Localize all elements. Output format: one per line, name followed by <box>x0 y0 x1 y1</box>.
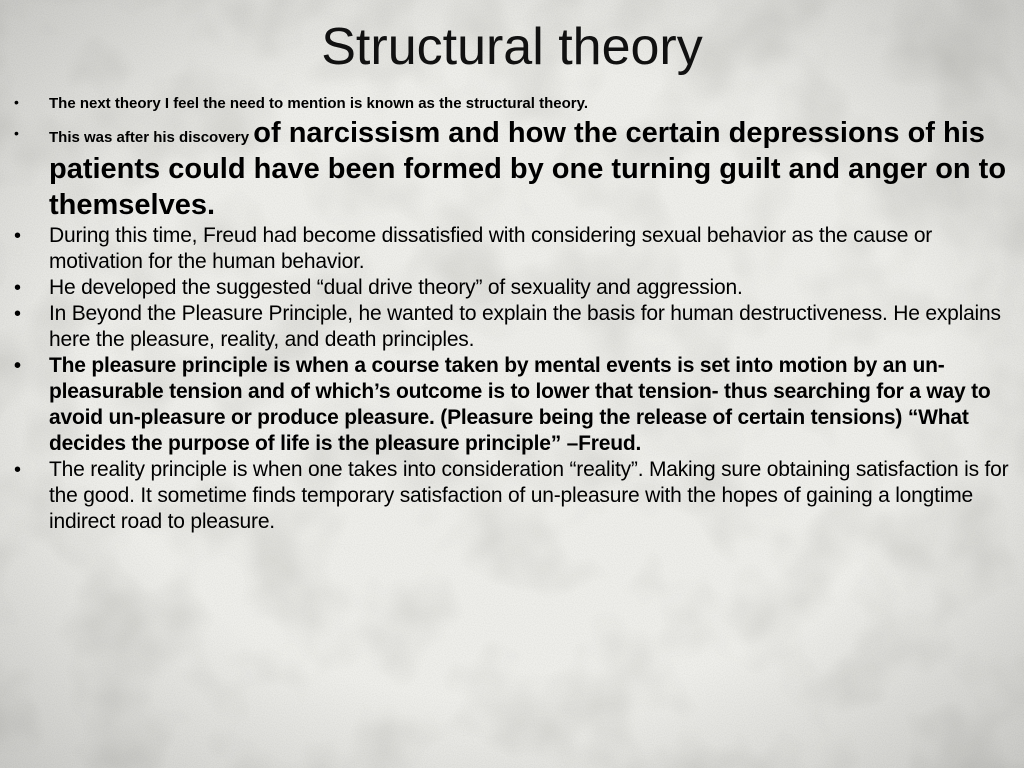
bullet-item <box>14 223 1009 275</box>
bullet-list <box>14 93 1009 535</box>
bullet-marker: • <box>14 94 19 110</box>
bullet-item <box>14 115 1009 223</box>
bullet-item <box>14 457 1009 535</box>
bullet-text: The pleasure principle is when a course taken by mental events is set into motion by an un-pleasurable tension and of which’s outcome is to lower that tension- thus searching for a way to avoid un-pleasure or produce pleasure. (Pleasure being the release of certain tensions) “What decides the purpose of life is the pleasure principle” –Freud. <box>49 354 991 455</box>
bullet-marker: • <box>14 125 19 141</box>
bullet-text: In Beyond the Pleasure Principle, he wanted to explain the basis for human destructiveness. He explains here the pleasure, reality, and death principles. <box>49 302 1001 351</box>
bullet-text: During this time, Freud had become dissatisfied with considering sexual behavior as the cause or motivation for the human behavior. <box>49 224 933 273</box>
bullet-text: The next theory I feel the need to mention is known as the structural theory. <box>49 95 588 112</box>
bullet-text: The reality principle is when one takes into consideration “reality”. Making sure obtaining satisfaction is for the good. It sometime finds temporary satisfaction of un-pleasure with the hopes of gaining a longtime indirect road to pleasure. <box>49 458 1009 533</box>
bullet-lead-text: This was after his discovery <box>49 129 254 146</box>
bullet-marker: • <box>14 303 21 325</box>
bullet-marker: • <box>14 277 21 299</box>
slide-title: Structural theory <box>321 18 703 76</box>
bullet-marker: • <box>14 225 21 247</box>
bullet-item <box>14 301 1009 353</box>
bullet-item <box>14 353 1009 457</box>
bullet-item <box>14 275 1009 301</box>
bullet-text: He developed the suggested “dual drive theory” of sexuality and aggression. <box>49 276 743 299</box>
bullet-marker: • <box>14 459 21 481</box>
bullet-text: of narcissism and how the certain depressions of his patients could have been formed by one turning guilt and anger on to themselves. <box>49 117 1007 221</box>
bullet-marker: • <box>14 355 21 377</box>
bullet-item <box>14 93 1009 115</box>
